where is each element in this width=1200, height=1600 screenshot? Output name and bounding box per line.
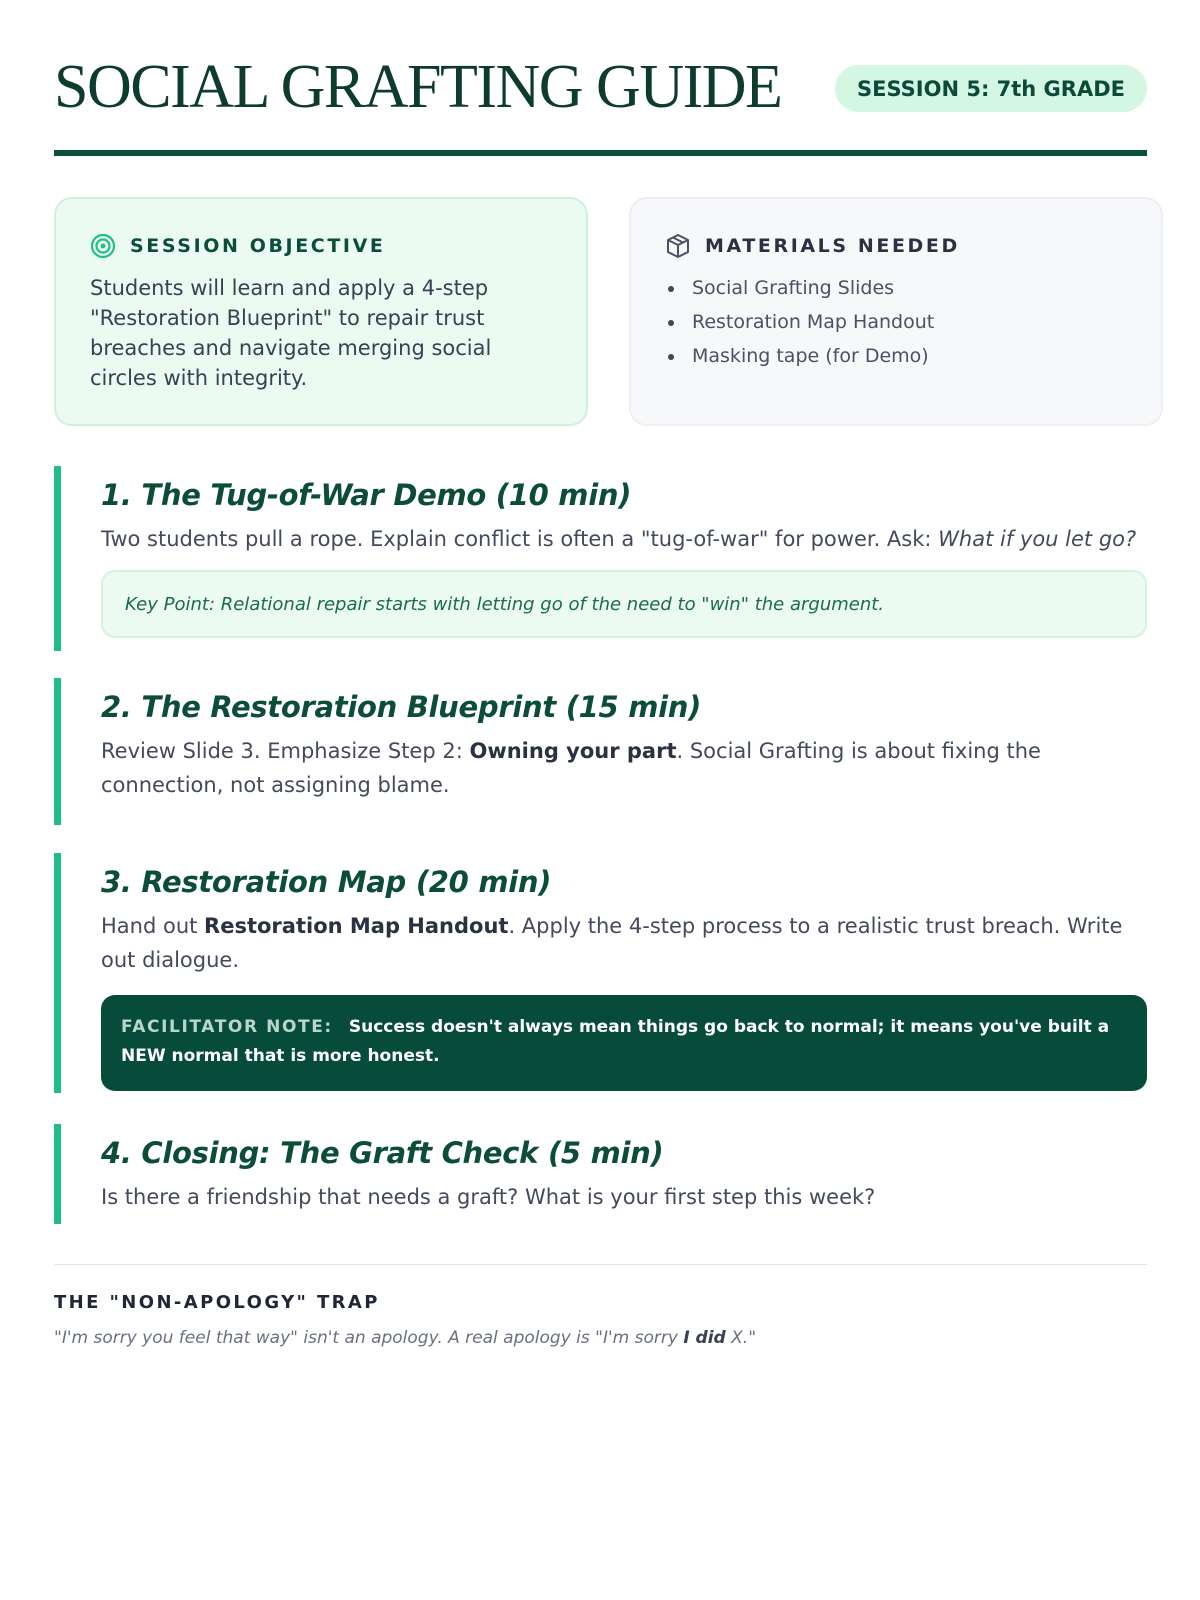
page-title: SOCIAL GRAFTING GUIDE — [54, 53, 782, 121]
step-text: Hand out — [101, 914, 205, 938]
box-icon — [665, 233, 691, 259]
step-emphasis: Owning your part — [469, 739, 677, 763]
step-text: . Apply the 4-step process to a realistic trust breach. Write out dialogue. — [101, 914, 1123, 972]
facilitator-note-label: FACILITATOR NOTE: — [121, 1017, 333, 1037]
footer-divider — [54, 1264, 1147, 1265]
list-item: Masking tape (for Demo) — [665, 339, 1127, 373]
objective-header — [90, 233, 552, 259]
step-title: 1. The Tug-of-War Demo (10 min) — [101, 478, 632, 512]
step-3-section — [54, 853, 1147, 1093]
step-description — [101, 909, 1147, 977]
step-2-section — [54, 678, 1147, 825]
materials-list — [665, 271, 1127, 373]
step-question: What if you let go? — [938, 527, 1137, 551]
trap-heading: THE "NON-APOLOGY" TRAP — [54, 1292, 380, 1313]
step-description — [101, 734, 1147, 802]
key-point-callout: Key Point: Relational repair starts with letting go of the need to "win" the argument. — [101, 570, 1147, 638]
facilitator-note-text: Success doesn't always mean things go back to normal; it means you've built a NEW normal that is more honest. — [121, 1017, 1110, 1066]
trap-emphasis: I did — [683, 1328, 726, 1348]
facilitator-note — [101, 995, 1147, 1091]
step-title: 3. Restoration Map (20 min) — [101, 865, 552, 899]
session-objective-card — [54, 197, 588, 426]
step-1-section — [54, 466, 1147, 651]
step-description — [101, 522, 1147, 556]
materials-header — [665, 233, 1127, 259]
session-badge: SESSION 5: 7th GRADE — [835, 65, 1147, 112]
step-emphasis: Restoration Map Handout — [204, 914, 509, 938]
step-description: Is there a friendship that needs a graft? What is your first step this week? — [101, 1185, 876, 1209]
page-header — [54, 0, 1147, 155]
objective-text: Students will learn and apply a 4-step "Restoration Blueprint" to repair trust breaches and navigate merging social circles with integrity. — [90, 276, 492, 390]
lesson-guide-page — [54, 0, 1147, 1348]
step-title: 2. The Restoration Blueprint (15 min) — [101, 690, 702, 724]
list-item: Social Grafting Slides — [665, 271, 1127, 305]
step-text: Review Slide 3. Emphasize Step 2: — [101, 739, 470, 763]
header-divider — [54, 150, 1147, 156]
materials-needed-card — [629, 197, 1163, 426]
target-icon — [90, 233, 116, 259]
objective-label: SESSION OBJECTIVE — [130, 235, 386, 257]
trap-text-part: "I'm sorry you feel that way" isn't an apology. A real apology is "I'm sorry — [54, 1328, 684, 1348]
materials-label: MATERIALS NEEDED — [705, 235, 960, 257]
step-text: . Social Grafting is about fixing the connection, not assigning blame. — [101, 739, 1041, 797]
step-4-section — [54, 1124, 1147, 1224]
step-title: 4. Closing: The Graft Check (5 min) — [101, 1136, 664, 1170]
trap-text — [54, 1328, 756, 1348]
trap-text-part: X." — [725, 1328, 757, 1348]
step-text: Two students pull a rope. Explain conflict is often a "tug-of-war" for power. Ask: — [101, 527, 939, 551]
list-item: Restoration Map Handout — [665, 305, 1127, 339]
